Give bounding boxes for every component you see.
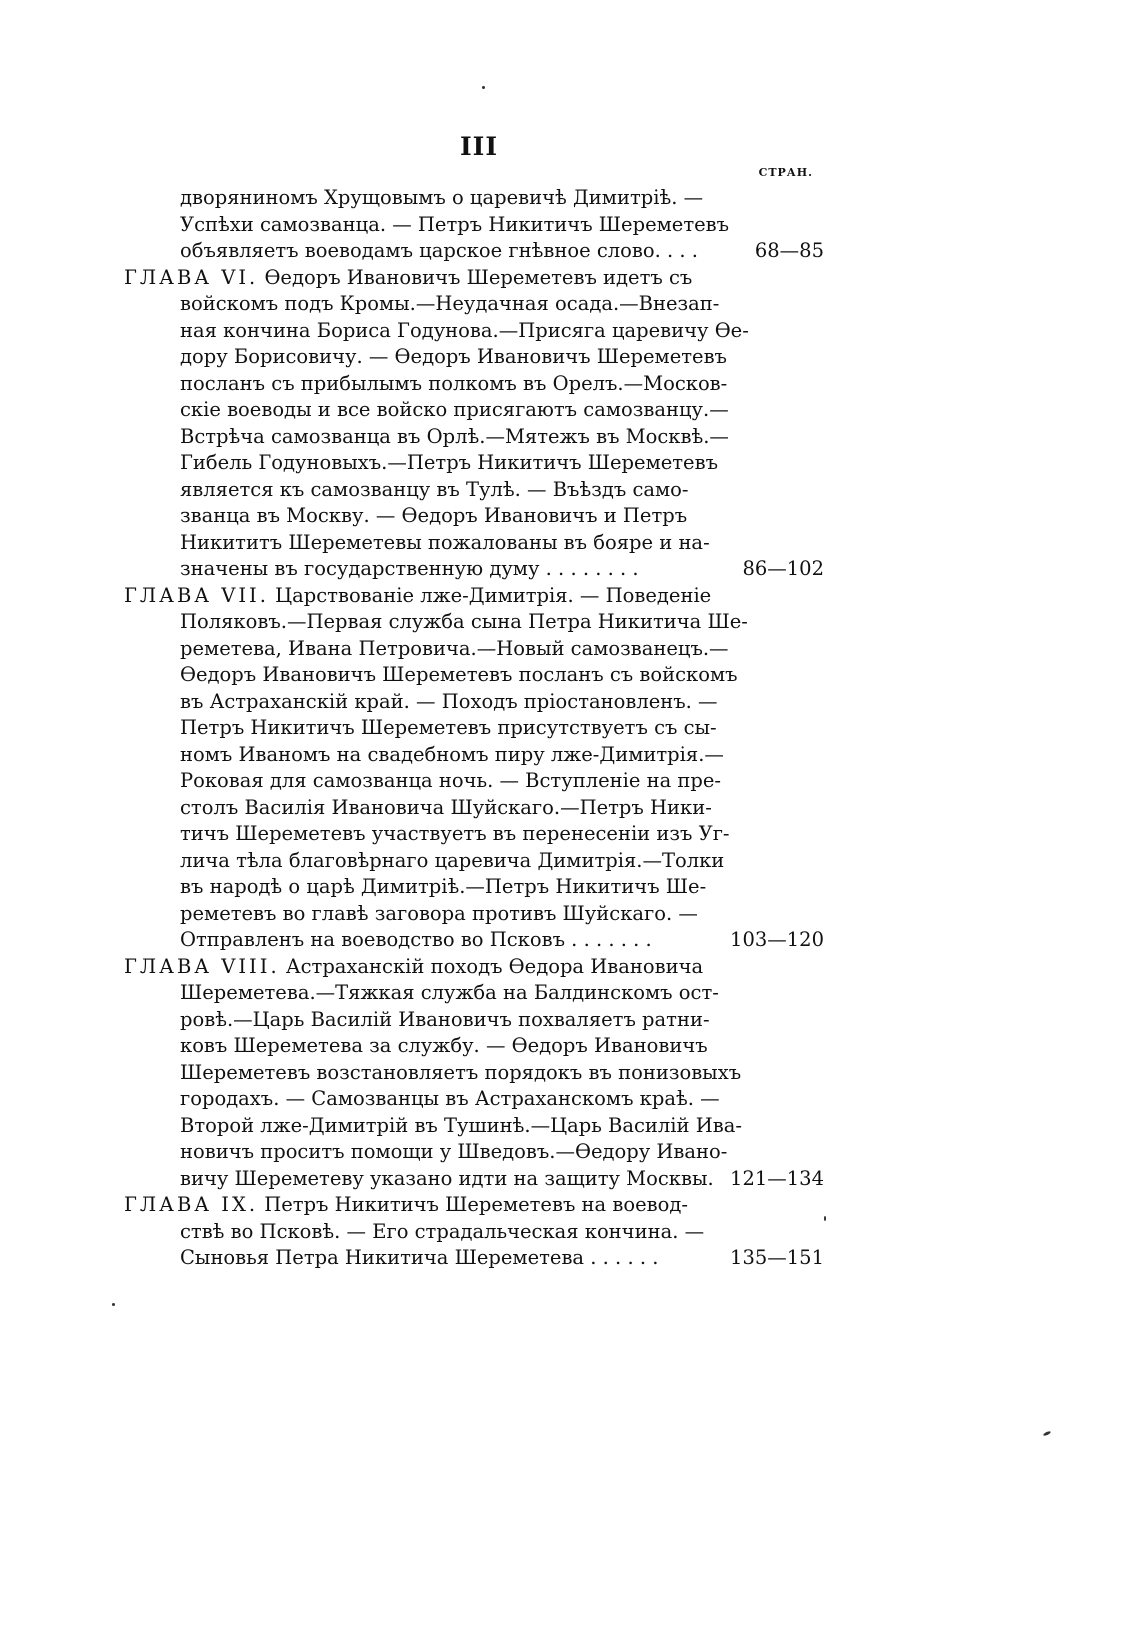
toc-line	[124, 238, 824, 265]
toc-line-text: дворяниномъ Хрущовымъ о царевичѣ Димитріѣ. —	[180, 186, 704, 209]
toc-line	[124, 424, 824, 451]
toc-line-text: городахъ. — Самозванцы въ Астраханскомъ краѣ. —	[180, 1087, 720, 1110]
chapter-heading: ГЛАВА VII.	[124, 583, 269, 607]
toc-line-text: реметева, Ивана Петровича.—Новый самозванецъ.—	[180, 636, 729, 660]
toc-line	[124, 344, 824, 371]
toc-line	[124, 212, 824, 239]
toc-line-text: Никититъ Шереметевы пожалованы въ бояре и на-	[180, 530, 710, 554]
toc-line	[124, 954, 824, 981]
toc-line-text: Роковая для самозванца ночь. — Вступленіе на пре-	[180, 769, 722, 792]
toc-line-text: номъ Иваномъ на свадебномъ пиру лже-Димитрія.—	[180, 742, 724, 766]
toc-line-text: объявляетъ воеводамъ царское гнѣвное слово. . . .	[180, 239, 698, 262]
toc-line	[124, 1007, 824, 1034]
toc-line-text: Гибель Годуновыхъ.—Петръ Никитичъ Шереметевъ	[180, 451, 718, 474]
toc-line-text: Ѳедоръ Ивановичъ Шереметевъ посланъ съ войскомъ	[180, 663, 738, 686]
toc-line-text: вичу Шереметеву указано идти на защиту Москвы.	[180, 1166, 714, 1190]
toc-line	[124, 265, 824, 292]
toc-line	[124, 689, 824, 716]
toc-line	[124, 1060, 824, 1087]
toc-line-text: дору Борисовичу. — Ѳедоръ Ивановичъ Шереметевъ	[180, 345, 727, 368]
toc-line	[124, 371, 824, 398]
toc-line	[124, 185, 824, 212]
toc-line-text: войскомъ подъ Кромы.—Неудачная осада.—Внезап-	[180, 292, 720, 315]
toc-line-text: Отправленъ на воеводство во Псковъ . . . . . . .	[180, 928, 652, 951]
toc-line	[124, 742, 824, 769]
toc-line-text: ровѣ.—Царь Василій Ивановичъ похваляетъ ратни-	[180, 1007, 710, 1031]
toc-line-text: Встрѣча самозванца въ Орлѣ.—Мятежъ въ Москвѣ.—	[180, 424, 729, 448]
toc-line-text: Сыновья Петра Никитича Шереметева . . . . . .	[180, 1246, 659, 1269]
page-range: 135—151	[730, 1246, 824, 1269]
toc-line	[124, 477, 824, 504]
toc-line-text: въ Астраханскій край. — Походъ пріостановленъ. —	[180, 689, 718, 713]
toc-line-text: въ народѣ о царѣ Димитріѣ.—Петръ Никитичъ Ше-	[180, 875, 707, 898]
toc-line-text: новичъ проситъ помощи у Шведовъ.—Ѳедору Ивано-	[180, 1140, 728, 1163]
scan-speck	[1043, 1430, 1052, 1436]
toc-line-text: ная кончина Бориса Годунова.—Присяга царевичу Ѳе-	[180, 318, 749, 342]
toc-line-text: Царствованіе лже-Димитрія. — Поведеніе	[275, 583, 712, 607]
toc-line	[124, 662, 824, 689]
toc-line	[124, 980, 824, 1007]
toc-line	[124, 715, 824, 742]
toc-line	[124, 636, 824, 663]
toc-line	[124, 874, 824, 901]
toc-line-text: Ѳедоръ Ивановичъ Шереметевъ идетъ съ	[264, 265, 693, 289]
chapter-heading: ГЛАВА VIII.	[124, 954, 280, 978]
toc-line	[124, 1192, 824, 1219]
toc-line-text: Астраханскій походъ Ѳедора Ивановича	[285, 954, 704, 978]
toc-line-text: ствѣ во Псковѣ. — Его страдальческая кончина. —	[180, 1219, 705, 1243]
toc-line-text: Шереметева.—Тяжкая служба на Балдинскомъ ост-	[180, 981, 719, 1004]
toc-line	[124, 556, 824, 583]
toc-line-text: Петръ Никитичъ Шереметевъ на воевод-	[264, 1193, 688, 1216]
toc-line	[124, 318, 824, 345]
toc-line	[124, 1245, 824, 1272]
page-column-label: СТРАН.	[758, 166, 813, 179]
page-range: 86—102	[742, 557, 824, 580]
page-range: 68—85	[754, 239, 824, 262]
toc-line	[124, 583, 824, 610]
table-of-contents	[124, 185, 824, 1272]
toc-line	[124, 768, 824, 795]
toc-line-text: Второй лже-Димитрій въ Тушинѣ.—Царь Василій Ива-	[180, 1113, 742, 1137]
toc-line-text: значены въ государственную думу . . . . . . . .	[180, 557, 639, 580]
toc-line	[124, 927, 824, 954]
chapter-heading: ГЛАВА VI.	[124, 265, 259, 289]
toc-line	[124, 609, 824, 636]
toc-line	[124, 503, 824, 530]
toc-line	[124, 795, 824, 822]
toc-line-text: Успѣхи самозванца. — Петръ Никитичъ Шереметевъ	[180, 212, 730, 236]
toc-line-text: столъ Василія Ивановича Шуйскаго.—Петръ Ники-	[180, 795, 712, 819]
toc-line	[124, 291, 824, 318]
toc-line-text: званца въ Москву. — Ѳедоръ Ивановичъ и Петръ	[180, 504, 688, 527]
toc-line	[124, 397, 824, 424]
scan-speck	[482, 86, 485, 89]
toc-line	[124, 1113, 824, 1140]
chapter-heading: ГЛАВА IX.	[124, 1193, 259, 1216]
toc-line-text: лича тѣла благовѣрнаго царевича Димитрія.—Толки	[180, 848, 725, 872]
toc-line-text: ковъ Шереметева за службу. — Ѳедоръ Ивановичъ	[180, 1034, 708, 1057]
toc-line	[124, 1166, 824, 1193]
toc-line-text: Поляковъ.—Первая служба сына Петра Никитича Ше-	[180, 610, 748, 633]
toc-line	[124, 450, 824, 477]
toc-line	[124, 1139, 824, 1166]
toc-line-text: Петръ Никитичъ Шереметевъ присутствуетъ съ сы-	[180, 716, 717, 739]
toc-line	[124, 848, 824, 875]
toc-line	[124, 821, 824, 848]
toc-line	[124, 1033, 824, 1060]
toc-line-text: реметевъ во главѣ заговора противъ Шуйскаго. —	[180, 901, 698, 925]
page-range: 103—120	[730, 928, 824, 951]
toc-line	[124, 901, 824, 928]
scan-speck	[112, 1303, 115, 1306]
toc-line	[124, 530, 824, 557]
page-range: 121—134	[730, 1166, 824, 1190]
toc-line-text: посланъ съ прибылымъ полкомъ въ Орелъ.—Москов-	[180, 371, 728, 395]
scan-speck	[824, 1216, 826, 1221]
toc-line-text: тичъ Шереметевъ участвуетъ въ перенесеніи изъ Уг-	[180, 822, 730, 845]
toc-line-text: скіе воеводы и все войско присягаютъ самозванцу.—	[180, 398, 729, 421]
toc-line-text: Шереметевъ возстановляетъ порядокъ въ понизовыхъ	[180, 1060, 742, 1084]
page-number: III	[459, 132, 499, 161]
toc-line-text: является къ самозванцу въ Тулѣ. — Въѣздъ само-	[180, 477, 689, 501]
toc-line	[124, 1219, 824, 1246]
toc-line	[124, 1086, 824, 1113]
